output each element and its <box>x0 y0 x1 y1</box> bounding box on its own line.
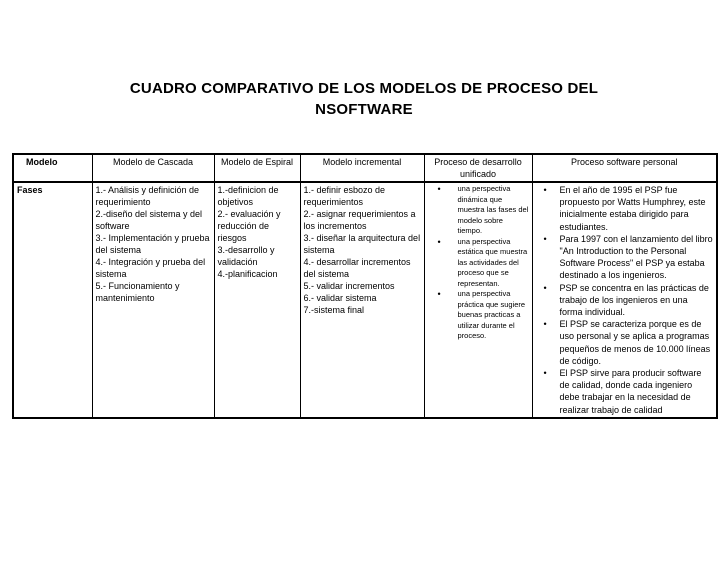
list-item: • El PSP sirve para producir software de calidad, donde cada ingeniero debe trabajar en la necesidad de realizar trabajo de calidad <box>536 367 714 416</box>
cell-espiral: 1.-definicion de objetivos 2.- evaluación y reducción de riesgos 3.-desarrollo y validación 4.-planificacion <box>214 182 300 418</box>
cell-cascada: 1.- Análisis y definición de requerimiento 2.-diseño del sistema y del software 3.- Implementación y prueba del sistema 4.- Integración y prueba del sistema 5.- Funcionamiento y mantenimiento <box>92 182 214 418</box>
unificado-list <box>428 184 529 342</box>
cell-personal <box>532 182 717 418</box>
comparison-table <box>12 153 718 419</box>
personal-list <box>536 184 714 416</box>
title-line-1: CUADRO COMPARATIVO DE LOS MODELOS DE PROCESO DEL <box>129 80 599 97</box>
list-item: • El PSP se caracteriza porque es de uso personal y se aplica a programas pequeños de menos de 10.000 líneas de código. <box>536 318 714 367</box>
header-row <box>13 154 717 182</box>
header-cascada: Modelo de Cascada <box>92 154 214 182</box>
header-espiral: Modelo de Espiral <box>214 154 300 182</box>
title-line-2: NSOFTWARE <box>315 101 413 118</box>
header-unificado: Proceso de desarrollo unificado <box>424 154 532 182</box>
header-incremental: Modelo incremental <box>300 154 424 182</box>
list-item: • Para 1997 con el lanzamiento del libro "An Introduction to the Personal Software Process" el PSP ya estaba destinado a los ingenieros. <box>536 233 714 282</box>
list-item: • una perspectiva estática que muestra las actividades del proceso que se representan. <box>428 237 529 290</box>
list-item: • una perspectiva práctica que sugiere buenas practicas a utilizar durante el proceso. <box>428 289 529 342</box>
cell-incremental: 1.- definir esbozo de requerimientos 2.- asignar requerimientos a los incrementos 3.- diseñar la arquitectura del sistema 4.- desarrollar incrementos del sistema 5.- validar incrementos 6.- validar sistema 7.-sistema final <box>300 182 424 418</box>
page-title <box>0 78 728 120</box>
list-item: • PSP se concentra en las prácticas de trabajo de los ingenieros en una forma individual. <box>536 282 714 319</box>
list-item: • una perspectiva dinámica que muestra las fases del modelo sobre tiempo. <box>428 184 529 237</box>
cell-unificado <box>424 182 532 418</box>
list-item: • En el año de 1995 el PSP fue propuesto por Watts Humphrey, este inicialmente estaba dirigido para estudiantes. <box>536 184 714 233</box>
header-personal: Proceso software personal <box>532 154 717 182</box>
table-row <box>13 182 717 418</box>
row-label: Fases <box>13 182 92 418</box>
header-modelo: Modelo <box>13 154 92 182</box>
